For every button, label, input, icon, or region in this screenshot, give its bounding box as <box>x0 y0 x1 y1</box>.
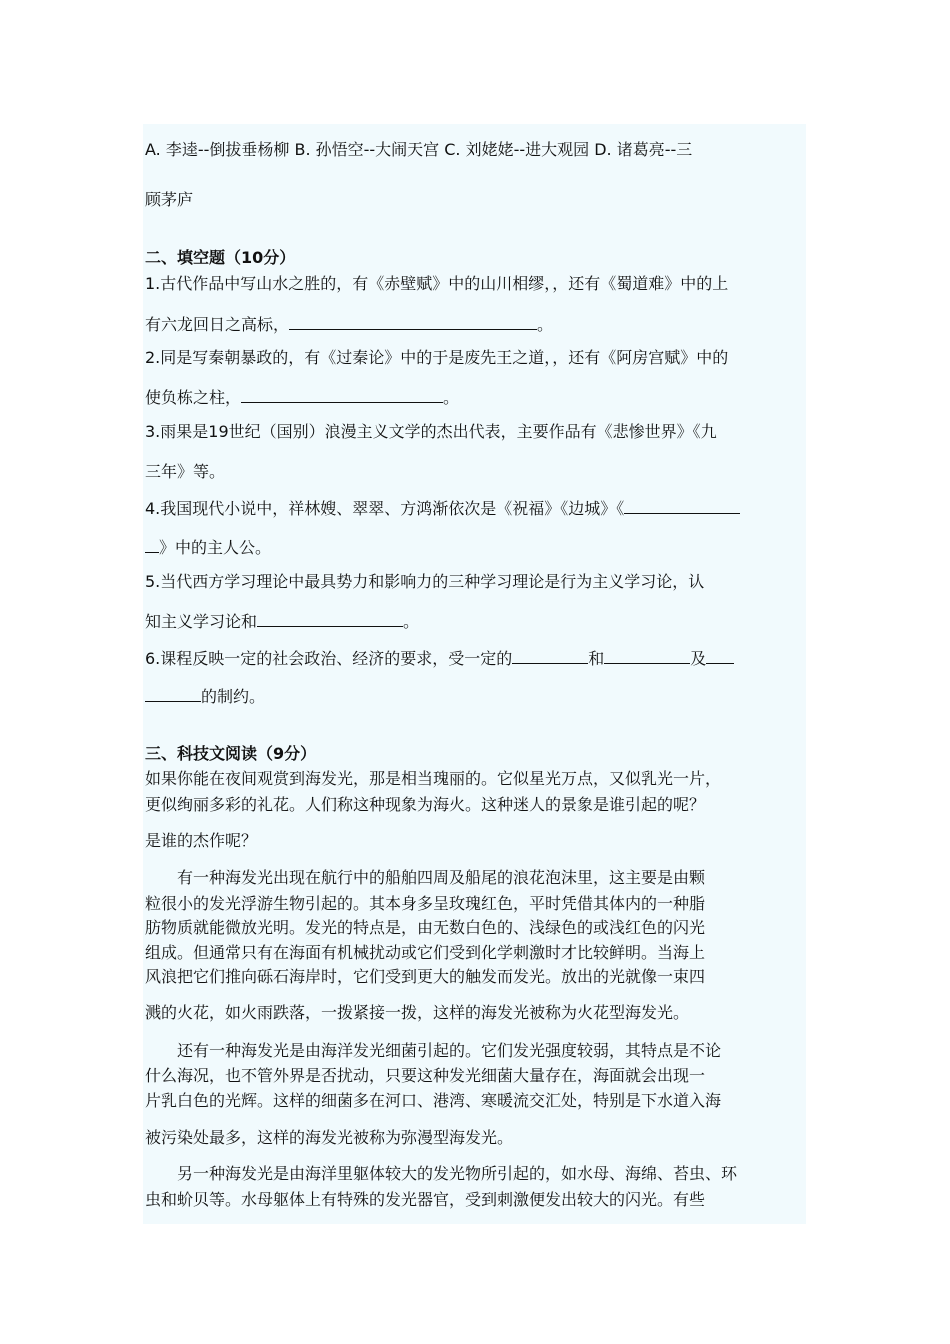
question-1-line <box>145 314 807 335</box>
paragraph-line: 溅的火花，如火雨跌落，一拨紧接一拨，这样的海发光被称为火花型海发光。 <box>145 1003 690 1022</box>
question-6-line <box>145 648 807 669</box>
answer-blank[interactable] <box>706 648 734 664</box>
question-3-line: 3.雨果是19世纪（国别）浪漫主义文学的杰出代表，主要作品有《悲惨世界》《九 <box>145 422 717 441</box>
answer-blank[interactable] <box>257 611 403 627</box>
question-2-text: 使负栋之柱， <box>145 388 242 407</box>
paragraph-line: 虫和蚧贝等。水母躯体上有特殊的发光器官，受到刺激便发出较大的闪光。有些 <box>145 1190 706 1209</box>
section-heading-reading: 三、科技文阅读（9分） <box>145 744 317 763</box>
question-4-line <box>145 498 807 519</box>
paragraph-line: 是谁的杰作呢？ <box>145 831 258 850</box>
paragraph-line: 粒很小的发光浮游生物引起的。其本身多呈玫瑰红色，平时凭借其体内的一种脂 <box>145 894 706 913</box>
question-2-line: 2.同是写秦朝暴政的，有《过秦论》中的于是废先王之道，，还有《阿房宫赋》中的 <box>145 348 729 367</box>
question-4-text: 4.我国现代小说中，祥林嫂、翠翠、方鸿渐依次是《祝福》《边城》《 <box>145 499 625 518</box>
paragraph-line: 更似绚丽多彩的礼花。人们称这种现象为海火。这种迷人的景象是谁引起的呢？ <box>145 795 706 814</box>
paragraph-line: 被污染处最多，这样的海发光被称为弥漫型海发光。 <box>145 1128 514 1147</box>
paragraph-line: 组成。但通常只有在海面有机械扰动或它们受到化学刺激时才比较鲜明。当海上 <box>145 943 706 962</box>
answer-blank[interactable] <box>241 387 443 403</box>
question-6-line <box>145 686 807 707</box>
paragraph-line: 什么海况，也不管外界是否扰动，只要这种发光细菌大量存在，海面就会出现一 <box>145 1066 706 1085</box>
question-3-line: 三年》等。 <box>145 462 226 481</box>
paragraph-line: 有一种海发光出现在航行中的船舶四周及船尾的浪花泡沫里，这主要是由颗 <box>177 868 706 887</box>
question-6-text: 及 <box>690 649 707 668</box>
answer-blank[interactable] <box>145 537 159 553</box>
question-6-text: 6.课程反映一定的社会政治、经济的要求，受一定的 <box>145 649 513 668</box>
answer-blank[interactable] <box>624 498 740 514</box>
question-5-line <box>145 611 807 632</box>
paragraph-line: 片乳白色的光辉。这样的细菌多在河口、港湾、寒暖流交汇处，特别是下水道入海 <box>145 1091 722 1110</box>
paragraph-line: 还有一种海发光是由海洋发光细菌引起的。它们发光强度较弱，其特点是不论 <box>177 1041 722 1060</box>
paragraph-line: 另一种海发光是由海洋里躯体较大的发光物所引起的，如水母、海绵、苔虫、环 <box>177 1164 738 1183</box>
answer-blank[interactable] <box>145 686 201 702</box>
question-1-text: 有六龙回日之高标， <box>145 315 290 334</box>
question-options-line: A. 李逵--倒拔垂杨柳 B. 孙悟空--大闹天宫 C. 刘姥姥--进大观园 D. 诸葛亮--三 <box>145 140 693 159</box>
section-heading-fill-in: 二、填空题（10分） <box>145 248 296 267</box>
punctuation: 。 <box>443 388 460 407</box>
question-options-line: 顾茅庐 <box>145 190 194 209</box>
question-5-text: 知主义学习论和 <box>145 612 258 631</box>
paragraph-line: 风浪把它们推向砾石海岸时，它们受到更大的触发而发光。放出的光就像一束四 <box>145 967 706 986</box>
question-4-line <box>145 537 807 558</box>
question-4-text: 》中的主人公。 <box>159 538 272 557</box>
question-5-line: 5.当代西方学习理论中最具势力和影响力的三种学习理论是行为主义学习论，认 <box>145 572 705 591</box>
question-1-line: 1.古代作品中写山水之胜的，有《赤壁赋》中的山川相缪，，还有《蜀道难》中的上 <box>145 274 729 293</box>
paragraph-line: 肪物质就能微放光明。发光的特点是，由无数白色的、浅绿色的或浅红色的闪光 <box>145 918 706 937</box>
question-6-text: 和 <box>588 649 605 668</box>
answer-blank[interactable] <box>604 648 690 664</box>
answer-blank[interactable] <box>289 314 537 330</box>
question-2-line <box>145 387 807 408</box>
punctuation: 。 <box>537 315 554 334</box>
question-6-text: 的制约。 <box>201 687 266 706</box>
answer-blank[interactable] <box>512 648 588 664</box>
paragraph-line: 如果你能在夜间观赏到海发光，那是相当瑰丽的。它似星光万点，又似乳光一片， <box>145 769 722 788</box>
punctuation: 。 <box>403 612 420 631</box>
